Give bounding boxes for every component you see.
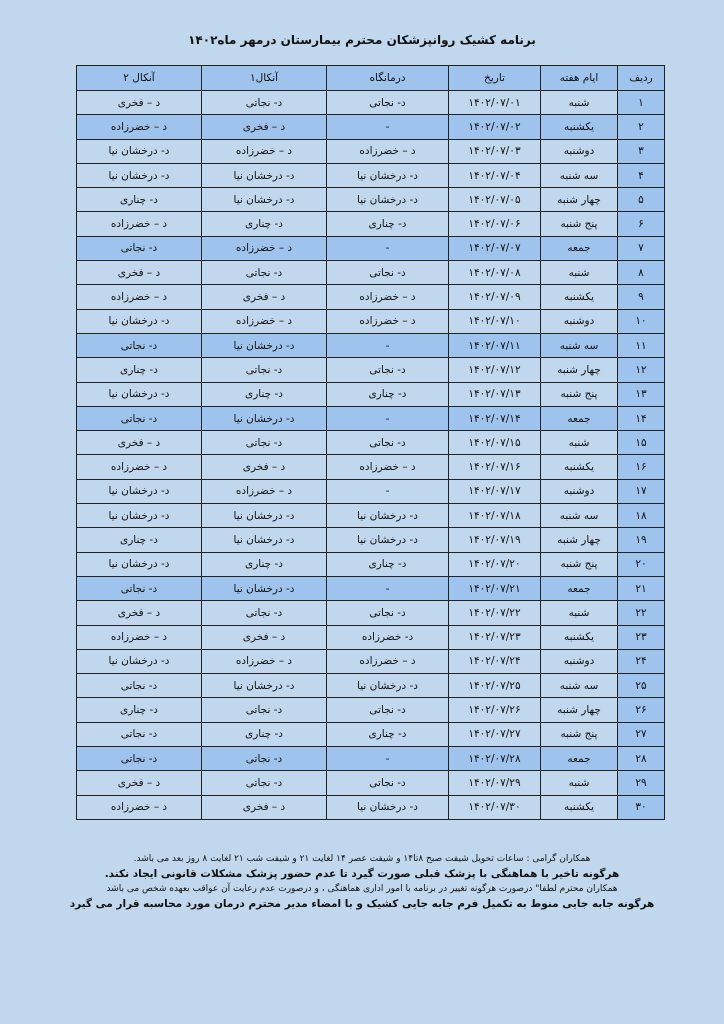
oncall-2-cell: د- نجاتی [77,722,202,746]
table-row [77,188,665,212]
row-number-cell: ۱۵ [618,431,665,455]
oncall-1-cell: د – خضرزاده [202,479,327,503]
oncall-2-cell: د – فخری [77,431,202,455]
clinic-cell: د – خضرزاده [327,649,449,673]
oncall-1-cell: د- نجاتی [202,601,327,625]
date-cell: ۱۴۰۲/۰۷/۱۸ [449,504,541,528]
date-cell: ۱۴۰۲/۰۷/۱۱ [449,333,541,357]
weekday-cell: چهار شنبه [541,358,618,382]
table-row [77,115,665,139]
clinic-cell: د- چناری [327,212,449,236]
oncall-1-cell: د – خضرزاده [202,139,327,163]
date-cell: ۱۴۰۲/۰۷/۰۳ [449,139,541,163]
date-cell: ۱۴۰۲/۰۷/۱۴ [449,406,541,430]
table-row [77,576,665,600]
table-row [77,625,665,649]
weekday-cell: دوشنبه [541,139,618,163]
clinic-cell: د- درخشان نیا [327,674,449,698]
table-row [77,163,665,187]
date-cell: ۱۴۰۲/۰۷/۳۰ [449,795,541,819]
table-row [77,479,665,503]
oncall-1-cell: د – فخری [202,115,327,139]
clinic-cell: د- نجاتی [327,431,449,455]
oncall-2-cell: د- درخشان نیا [77,479,202,503]
oncall-2-cell: د- نجاتی [77,406,202,430]
table-row [77,771,665,795]
table-row [77,552,665,576]
table-row [77,333,665,357]
header-weekday: ایام هفته [541,66,618,91]
note-delay-warning: هرگونه تاخیر با هماهنگی با پزشک قبلی صورت گیرد تا عدم حضور پزشک مشکلات قانونی ایجاد نکند. [104,868,620,880]
clinic-cell: د- درخشان نیا [327,795,449,819]
oncall-1-cell: د- درخشان نیا [202,333,327,357]
clinic-cell: د – خضرزاده [327,309,449,333]
weekday-cell: چهار شنبه [541,528,618,552]
date-cell: ۱۴۰۲/۰۷/۰۸ [449,261,541,285]
weekday-cell: جمعه [541,406,618,430]
table-row [77,747,665,771]
clinic-cell: د- چناری [327,382,449,406]
clinic-cell: د- چناری [327,722,449,746]
date-cell: ۱۴۰۲/۰۷/۲۶ [449,698,541,722]
oncall-1-cell: د- درخشان نیا [202,674,327,698]
row-number-cell: ۱۶ [618,455,665,479]
oncall-1-cell: د – خضرزاده [202,649,327,673]
weekday-cell: یکشنبه [541,795,618,819]
date-cell: ۱۴۰۲/۰۷/۲۰ [449,552,541,576]
clinic-cell: - [327,747,449,771]
date-cell: ۱۴۰۲/۰۷/۰۵ [449,188,541,212]
row-number-cell: ۲۸ [618,747,665,771]
table-row [77,139,665,163]
oncall-2-cell: د- درخشان نیا [77,139,202,163]
row-number-cell: ۱۰ [618,309,665,333]
date-cell: ۱۴۰۲/۰۷/۲۵ [449,674,541,698]
weekday-cell: یکشنبه [541,285,618,309]
oncall-2-cell: د- درخشان نیا [77,163,202,187]
weekday-cell: سه شنبه [541,333,618,357]
header-oncall-2: آنکال ۲ [77,66,202,91]
table-row [77,261,665,285]
oncall-1-cell: د- درخشان نیا [202,504,327,528]
oncall-2-cell: د – خضرزاده [77,455,202,479]
row-number-cell: ۳۰ [618,795,665,819]
oncall-2-cell: د – خضرزاده [77,285,202,309]
table-row [77,722,665,746]
weekday-cell: شنبه [541,91,618,115]
table-row [77,382,665,406]
table-row [77,431,665,455]
date-cell: ۱۴۰۲/۰۷/۲۹ [449,771,541,795]
weekday-cell: دوشنبه [541,309,618,333]
oncall-1-cell: د- چناری [202,212,327,236]
table-row [77,528,665,552]
oncall-2-cell: د- درخشان نیا [77,382,202,406]
roster-table [76,65,665,820]
row-number-cell: ۲ [618,115,665,139]
row-number-cell: ۵ [618,188,665,212]
header-oncall-1: آنکال۱ [202,66,327,91]
clinic-cell: د- نجاتی [327,358,449,382]
note-swap-policy: هرگونه جابه جایی منوط به تکمیل فرم جابه جایی کشیک و با امضاء مدیر محترم درمان مورد محاسبه قرار می گیرد [69,898,655,910]
clinic-cell: د- نجاتی [327,771,449,795]
row-number-cell: ۹ [618,285,665,309]
date-cell: ۱۴۰۲/۰۷/۲۸ [449,747,541,771]
date-cell: ۱۴۰۲/۰۷/۱۳ [449,382,541,406]
clinic-cell: - [327,406,449,430]
date-cell: ۱۴۰۲/۰۷/۱۰ [449,309,541,333]
row-number-cell: ۱۷ [618,479,665,503]
oncall-2-cell: د – فخری [77,771,202,795]
oncall-2-cell: د- درخشان نیا [77,504,202,528]
note-schedule-change: همکاران محترم لطفا" درصورت هرگونه تغییر در برنامه با امور اداری هماهنگی ، و درصورت عدم رعایت آن عواقب بعهده شخص می باشد [106,884,618,894]
row-number-cell: ۲۳ [618,625,665,649]
weekday-cell: سه شنبه [541,674,618,698]
table-row [77,236,665,260]
table-row [77,674,665,698]
clinic-cell: د- نجاتی [327,601,449,625]
row-number-cell: ۱۹ [618,528,665,552]
oncall-2-cell: د- درخشان نیا [77,649,202,673]
clinic-cell: - [327,479,449,503]
row-number-cell: ۴ [618,163,665,187]
clinic-cell: د – خضرزاده [327,139,449,163]
oncall-2-cell: د – خضرزاده [77,212,202,236]
table-row [77,504,665,528]
oncall-1-cell: د- درخشان نیا [202,163,327,187]
oncall-2-cell: د- نجاتی [77,333,202,357]
weekday-cell: جمعه [541,747,618,771]
oncall-1-cell: د- نجاتی [202,91,327,115]
oncall-1-cell: د- درخشان نیا [202,528,327,552]
oncall-1-cell: د- نجاتی [202,747,327,771]
clinic-cell: د- نجاتی [327,698,449,722]
oncall-1-cell: د- درخشان نیا [202,406,327,430]
row-number-cell: ۱۳ [618,382,665,406]
oncall-2-cell: د- چناری [77,188,202,212]
row-number-cell: ۸ [618,261,665,285]
row-number-cell: ۲۹ [618,771,665,795]
oncall-2-cell: د- چناری [77,698,202,722]
oncall-1-cell: د- نجاتی [202,431,327,455]
weekday-cell: دوشنبه [541,649,618,673]
table-row [77,455,665,479]
oncall-2-cell: د- نجاتی [77,747,202,771]
clinic-cell: - [327,236,449,260]
table-row [77,285,665,309]
table-row [77,649,665,673]
clinic-cell: د- درخشان نیا [327,188,449,212]
date-cell: ۱۴۰۲/۰۷/۱۶ [449,455,541,479]
oncall-1-cell: د – خضرزاده [202,309,327,333]
weekday-cell: یکشنبه [541,625,618,649]
weekday-cell: جمعه [541,576,618,600]
weekday-cell: شنبه [541,431,618,455]
row-number-cell: ۱۲ [618,358,665,382]
oncall-1-cell: د- چناری [202,722,327,746]
oncall-1-cell: د- درخشان نیا [202,576,327,600]
date-cell: ۱۴۰۲/۰۷/۰۲ [449,115,541,139]
oncall-2-cell: د- نجاتی [77,236,202,260]
clinic-cell: د- درخشان نیا [327,504,449,528]
oncall-2-cell: د – فخری [77,261,202,285]
oncall-2-cell: د – خضرزاده [77,625,202,649]
date-cell: ۱۴۰۲/۰۷/۲۳ [449,625,541,649]
clinic-cell: د- درخشان نیا [327,528,449,552]
oncall-1-cell: د- چناری [202,382,327,406]
table-row [77,91,665,115]
weekday-cell: شنبه [541,771,618,795]
table-row [77,212,665,236]
weekday-cell: شنبه [541,261,618,285]
page-title: برنامه کشیک روانپزشکان محترم بیمارستان درمهر ماه۱۴۰۲ [188,33,536,47]
oncall-1-cell: د – فخری [202,455,327,479]
oncall-2-cell: د- نجاتی [77,674,202,698]
table-row [77,406,665,430]
weekday-cell: سه شنبه [541,163,618,187]
clinic-cell: د- چناری [327,552,449,576]
date-cell: ۱۴۰۲/۰۷/۲۷ [449,722,541,746]
weekday-cell: یکشنبه [541,115,618,139]
date-cell: ۱۴۰۲/۰۷/۰۶ [449,212,541,236]
weekday-cell: سه شنبه [541,504,618,528]
weekday-cell: پنج شنبه [541,382,618,406]
oncall-1-cell: د- نجاتی [202,698,327,722]
row-number-cell: ۲۲ [618,601,665,625]
weekday-cell: پنج شنبه [541,212,618,236]
clinic-cell: د- خضرزاده [327,625,449,649]
clinic-cell: د – خضرزاده [327,285,449,309]
header-date: تاریخ [449,66,541,91]
table-row [77,309,665,333]
row-number-cell: ۲۷ [618,722,665,746]
row-number-cell: ۲۶ [618,698,665,722]
oncall-1-cell: د- نجاتی [202,358,327,382]
oncall-2-cell: د- نجاتی [77,576,202,600]
date-cell: ۱۴۰۲/۰۷/۰۴ [449,163,541,187]
table-row [77,601,665,625]
row-number-cell: ۱۱ [618,333,665,357]
oncall-1-cell: د – فخری [202,795,327,819]
date-cell: ۱۴۰۲/۰۷/۱۲ [449,358,541,382]
header-clinic: درمانگاه [327,66,449,91]
oncall-2-cell: د- درخشان نیا [77,309,202,333]
weekday-cell: پنج شنبه [541,552,618,576]
oncall-2-cell: د – خضرزاده [77,795,202,819]
row-number-cell: ۷ [618,236,665,260]
date-cell: ۱۴۰۲/۰۷/۲۲ [449,601,541,625]
date-cell: ۱۴۰۲/۰۷/۱۹ [449,528,541,552]
weekday-cell: چهار شنبه [541,698,618,722]
row-number-cell: ۲۵ [618,674,665,698]
clinic-cell: د- نجاتی [327,91,449,115]
table-header-row [77,66,665,91]
row-number-cell: ۲۱ [618,576,665,600]
clinic-cell: د- درخشان نیا [327,163,449,187]
date-cell: ۱۴۰۲/۰۷/۲۱ [449,576,541,600]
oncall-1-cell: د – خضرزاده [202,236,327,260]
weekday-cell: یکشنبه [541,455,618,479]
weekday-cell: جمعه [541,236,618,260]
date-cell: ۱۴۰۲/۰۷/۱۵ [449,431,541,455]
weekday-cell: چهار شنبه [541,188,618,212]
table-row [77,795,665,819]
note-shift-hours: همکاران گرامی : ساعات تحویل شیفت صبح ۸تا۱۴ و شیفت عصر ۱۴ لغایت ۲۱ و شیفت شب ۲۱ لغایت ۸ روز بعد می باشد. [133,854,591,864]
row-number-cell: ۱۸ [618,504,665,528]
row-number-cell: ۲۰ [618,552,665,576]
oncall-2-cell: د – فخری [77,91,202,115]
weekday-cell: دوشنبه [541,479,618,503]
date-cell: ۱۴۰۲/۰۷/۰۱ [449,91,541,115]
oncall-1-cell: د- نجاتی [202,771,327,795]
table-row [77,358,665,382]
row-number-cell: ۲۴ [618,649,665,673]
oncall-1-cell: د- چناری [202,552,327,576]
oncall-2-cell: د- درخشان نیا [77,552,202,576]
oncall-2-cell: د – خضرزاده [77,115,202,139]
weekday-cell: شنبه [541,601,618,625]
oncall-1-cell: د – فخری [202,625,327,649]
clinic-cell: - [327,115,449,139]
oncall-2-cell: د- چناری [77,528,202,552]
clinic-cell: د – خضرزاده [327,455,449,479]
oncall-1-cell: د – فخری [202,285,327,309]
weekday-cell: پنج شنبه [541,722,618,746]
clinic-cell: - [327,333,449,357]
row-number-cell: ۱ [618,91,665,115]
row-number-cell: ۳ [618,139,665,163]
row-number-cell: ۱۴ [618,406,665,430]
clinic-cell: د- نجاتی [327,261,449,285]
table-body [77,91,665,820]
date-cell: ۱۴۰۲/۰۷/۰۹ [449,285,541,309]
oncall-1-cell: د- درخشان نیا [202,188,327,212]
table-row [77,698,665,722]
notes-section [40,852,684,912]
date-cell: ۱۴۰۲/۰۷/۰۷ [449,236,541,260]
date-cell: ۱۴۰۲/۰۷/۲۴ [449,649,541,673]
oncall-2-cell: د – فخری [77,601,202,625]
oncall-2-cell: د- چناری [77,358,202,382]
oncall-1-cell: د- نجاتی [202,261,327,285]
clinic-cell: - [327,576,449,600]
date-cell: ۱۴۰۲/۰۷/۱۷ [449,479,541,503]
row-number-cell: ۶ [618,212,665,236]
header-row-number: ردیف [618,66,665,91]
